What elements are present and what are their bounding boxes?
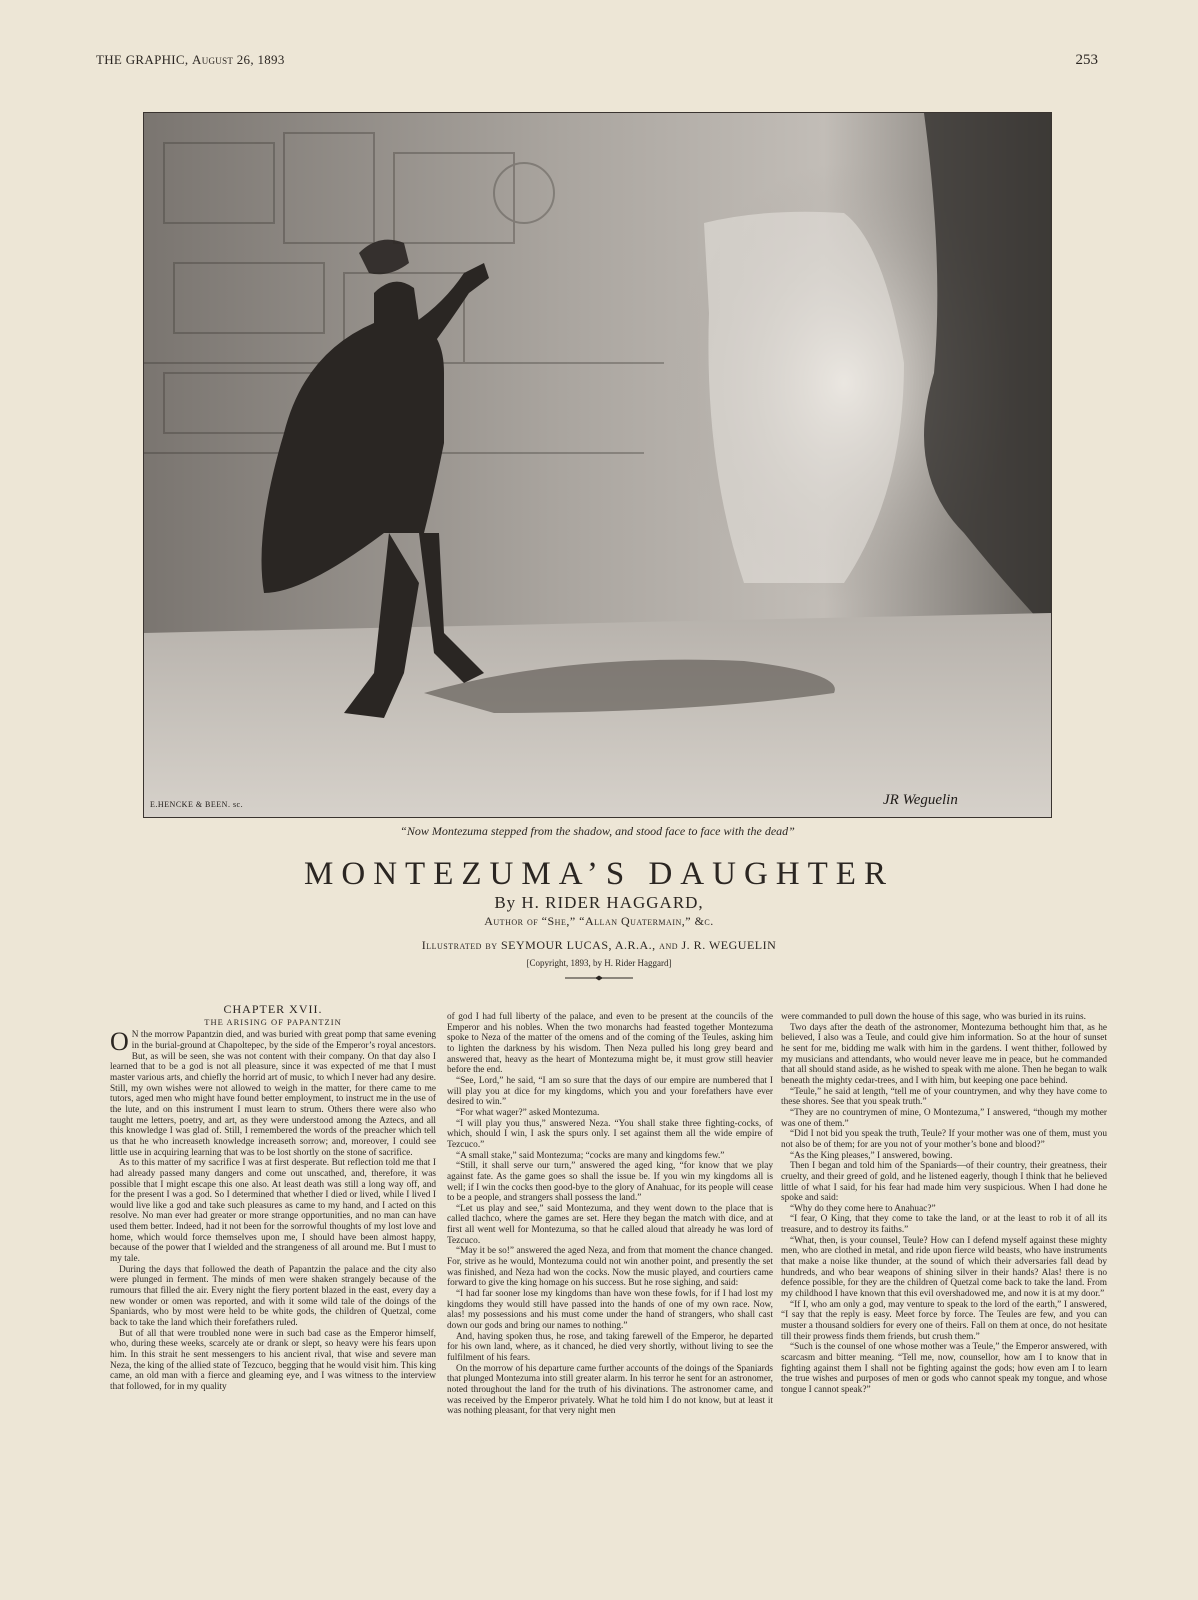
paragraph: “May it be so!” answered the aged Neza, and from that moment the chance changed. For, strive as he would, Montezuma could not win another point, and presently the set was finished, and Neza had won the cocks. Now the music played, and courtiers came forward to give the king homage on his success. But he rose sighing, and said: (447, 1246, 773, 1289)
artist-signature: JR Weguelin (883, 792, 958, 808)
paragraph: “Such is the counsel of one whose mother was a Teule,” the Emperor answered, with scarcasm and bitter meaning. “Tell me, now, counsellor, how am I to know that in fighting against them I shall not be fighting against the gods; how even am I to learn the true wishes and purposes of men or gods who cannot speak my tongue, and whose tongue I cannot speak?” (781, 1342, 1107, 1395)
paragraph: “Still, it shall serve our turn,” answered the aged king, “for know that we play against fate. As the game goes so shall the issue be. If you win my kingdoms all is well; if I win the cocks then good-bye to the glory of Anahuac, for its people will cease to be a people, and strangers shall possess the land.” (447, 1161, 773, 1204)
paragraph: “Did I not bid you speak the truth, Teule? If your mother was one of them, must you not also be of them; for are you not of your mother’s bone and blood?” (781, 1129, 1107, 1150)
paragraph: But of all that were troubled none were in such bad case as the Emperor himself, who, during these weeks, scarcely ate or drank or slept, so heavy were his fears upon him. In this strait he sent messengers to his ancient rival, that wise and severe man Neza, the king of the allied state of Tezcuco, begging that he would visit him. This king came, an old man with a fierce and gleaming eye, and I was witness to the interview that followed, for in my quality (110, 1328, 436, 1392)
publication-name: THE GRAPHIC, (96, 52, 189, 67)
paragraph: “What, then, is your counsel, Teule? How can I defend myself against these mighty men, who are clothed in metal, and ride upon fierce wild beasts, who have instruments that make a noise like thunder, at the sound of which their adversaries fall dead by hundreds, and who bear weapons of shining silver in their hands? Alas! there is no defence possible, for they are the children of Quetzal come back to take the land. From my childhood I have known that this evil overshadowed me, and now it is at my door.” (781, 1235, 1107, 1300)
text-column-2 (447, 1012, 773, 1582)
divider-ornament (565, 975, 633, 981)
paragraph: As to this matter of my sacrifice I was at first desperate. But reflection told me that I had already passed many dangers and come out unscathed, and, therefore, it was possible that I might escape this one also. At least death was still a long way off, and for the present I was a god. So I determined that whether I died or lived, while I lived I would live like a god and take such pleasures as came to my hand, and I acted on this resolve. No man ever had greater or more strange opportunities, and no man can have used them better. Indeed, had it not been for the sorrowful thoughts of my lost love and home, which would force themselves upon me, I should have been almost happy, because of the power that I wielded and the strangeness of all around me. But I must to my tale. (110, 1158, 436, 1265)
paragraph: “They are no countrymen of mine, O Montezuma,” I answered, “though my mother was one of them.” (781, 1107, 1107, 1129)
running-header (96, 52, 285, 68)
text-column-1 (110, 1002, 436, 1582)
paragraph: “As the King pleases,” I answered, bowing. (790, 1150, 953, 1161)
paragraph: “I will play you thus,” answered Neza. “You shall stake three fighting-cocks, of which, should I win, I ask the spurs only. I set against them all the wide empire of Tezcuco.” (447, 1118, 773, 1150)
engraver-signature: E.HENCKE & BEEN. sc. (150, 800, 244, 809)
paragraph: And, having spoken thus, he rose, and taking farewell of the Emperor, he departed for his own land, where, as it chanced, he died very shortly, without living to see the fulfilment of his fears. (447, 1331, 773, 1363)
drop-cap: O (110, 1027, 129, 1057)
paragraph: “I had far sooner lose my kingdoms than have won these fowls, for if I had lost my kingdoms they would still have passed into the hands of one of my own race. Now, alas! my possessions and his must come under the hand of strangers, who shall cast down our gods and bring our names to nothing.” (447, 1289, 773, 1332)
paragraph: “Teule,” he said at length, “tell me of your countrymen, and why they have come to these shores. See that you speak truth.” (781, 1086, 1107, 1108)
paragraph: During the days that followed the death of Papantzin the palace and the city also were plunged in ferment. The minds of men were shaken strangely because of the rumours that filled the air. Every night the fiery portent blazed in the east, every day a new wonder or omen was reported, and with it some wild tale of the doings of the Spaniards, who by most were held to be white gods, the children of Quetzal, come back to take the land which their forefathers ruled. (110, 1264, 436, 1329)
paragraph: “See, Lord,” he said, “I am so sure that the days of our empire are numbered that I will play you at dice for my kingdoms, which you and your forefathers have ever desired to win.” (447, 1075, 773, 1108)
paragraph: “I fear, O King, that they come to take the land, or at the least to rob it of all its treasure, and to destroy its faiths.” (781, 1214, 1107, 1236)
paragraph: “For what wager?” asked Montezuma. (456, 1107, 600, 1118)
paragraph: were commanded to pull down the house of this sage, who was buried in its ruins. (781, 1012, 1086, 1022)
paragraph: Then I began and told him of the Spaniards—of their country, their greatness, their cruelty, and their greed of gold, and he listened eagerly, though I think that he believed little of what I said, for his fear had made him very suspicious. When I had done he spoke and said: (781, 1161, 1107, 1204)
article-byline: By H. RIDER HAGGARD, (494, 893, 704, 912)
issue-date: August 26, 1893 (192, 52, 285, 67)
illustrator-credits: Illustrated by SEYMOUR LUCAS, A.R.A., and J. R. WEGUELIN (421, 938, 777, 952)
paragraph: of god I had full liberty of the palace, and even to be present at the councils of the Emperor and his nobles. When the two monarchs had feasted together Montezuma spoke to Neza of the matter of the omens and of the coming of the Teules, asking him to lighten the darkness by his wisdom. Then Neza pulled his long grey beard and answered that, heavy as the heart of Montezuma might be, it must grow still heavier before the end. (447, 1012, 773, 1076)
illustration-caption: “Now Montezuma stepped from the shadow, and stood face to face with the dead” (400, 824, 795, 838)
paragraph: “A small stake,” said Montezuma; “cocks are many and kingdoms few.” (456, 1150, 725, 1161)
chapter-heading: CHAPTER XVII. (223, 1002, 323, 1016)
page-number: 253 (1075, 52, 1098, 68)
copyright-notice: [Copyright, 1893, by H. Rider Haggard] (526, 958, 672, 968)
paragraph: N the morrow Papantzin died, and was buried with great pomp that same evening in the burial-ground at Chapoltepec, by the side of the Emperor’s royal ancestors. But, as will be seen, she was not content with their company. On that day also I learned that to be a god is not all pleasure, since it was expected of me that I must master various arts, and chiefly the horrid art of music, to which I never had any desire. Still, my own wishes were not allowed to weigh in the matter, for there came to me tutors, aged men who might have found better employment, to instruct me in the use of the lute, and on this instrument I must learn to strum. Others there were also who taught me letters, poetry, and art, as they were understood among the Aztecs, and all this knowledge I was glad of. Still, I remembered the words of the preacher which tell us that he who increaseth knowledge increaseth sorrow; and, moreover, I could see little use in acquiring learning that was to be lost shortly on the stone of sacrifice. (110, 1030, 436, 1158)
paragraph: “Let us play and see,” said Montezuma, and they went down to the place that is called tlachco, where the games are set. Here they began the match with dice, and at first all went well for Montezuma, so that he called aloud that already he was lord of Tezcuco. (447, 1203, 773, 1246)
paragraph: Two days after the death of the astronomer, Montezuma bethought him that, as he believed, I also was a Teule, and could give him information. So at the hour of sunset he sent for me, bidding me walk with him in the gardens. I went thither, followed by my musicians and attendants, who would never leave me in peace, but he commanded that all should stand aside, as he wished to speak with me alone. Then he began to walk beneath the mighty cedar-trees, and I with him, but keeping one pace behind. (781, 1022, 1107, 1086)
paragraph: On the morrow of his departure came further accounts of the doings of the Spaniards that plunged Montezuma into still greater alarm. In his terror he sent for an astronomer, noted throughout the land for the truth of his divinations. The astronomer came, and was received by the Emperor privately. What he told him I do not know, but at least it was nothing pleasant, for that very night men (447, 1363, 773, 1417)
engraving-illustration (143, 112, 1052, 818)
chapter-title: THE ARISING OF PAPANTZIN (204, 1016, 342, 1027)
article-title: MONTEZUMA’S DAUGHTER (304, 856, 894, 892)
illustration-artwork (144, 113, 1051, 817)
paragraph: “If I, who am only a god, may venture to speak to the lord of the earth,” I answered, “I say that the reply is easy. Meet force by force. The Teules are few, and you can muster a thousand soldiers for every one of theirs. Fall on them at once, do not hesitate till their prowess finds them friends, but crush them.” (781, 1299, 1107, 1342)
text-column-3 (781, 1012, 1107, 1582)
paragraph: “Why do they come here to Anahuac?” (790, 1203, 936, 1214)
author-credits: Author of “She,” “Allan Quatermain,” &c. (484, 914, 714, 928)
